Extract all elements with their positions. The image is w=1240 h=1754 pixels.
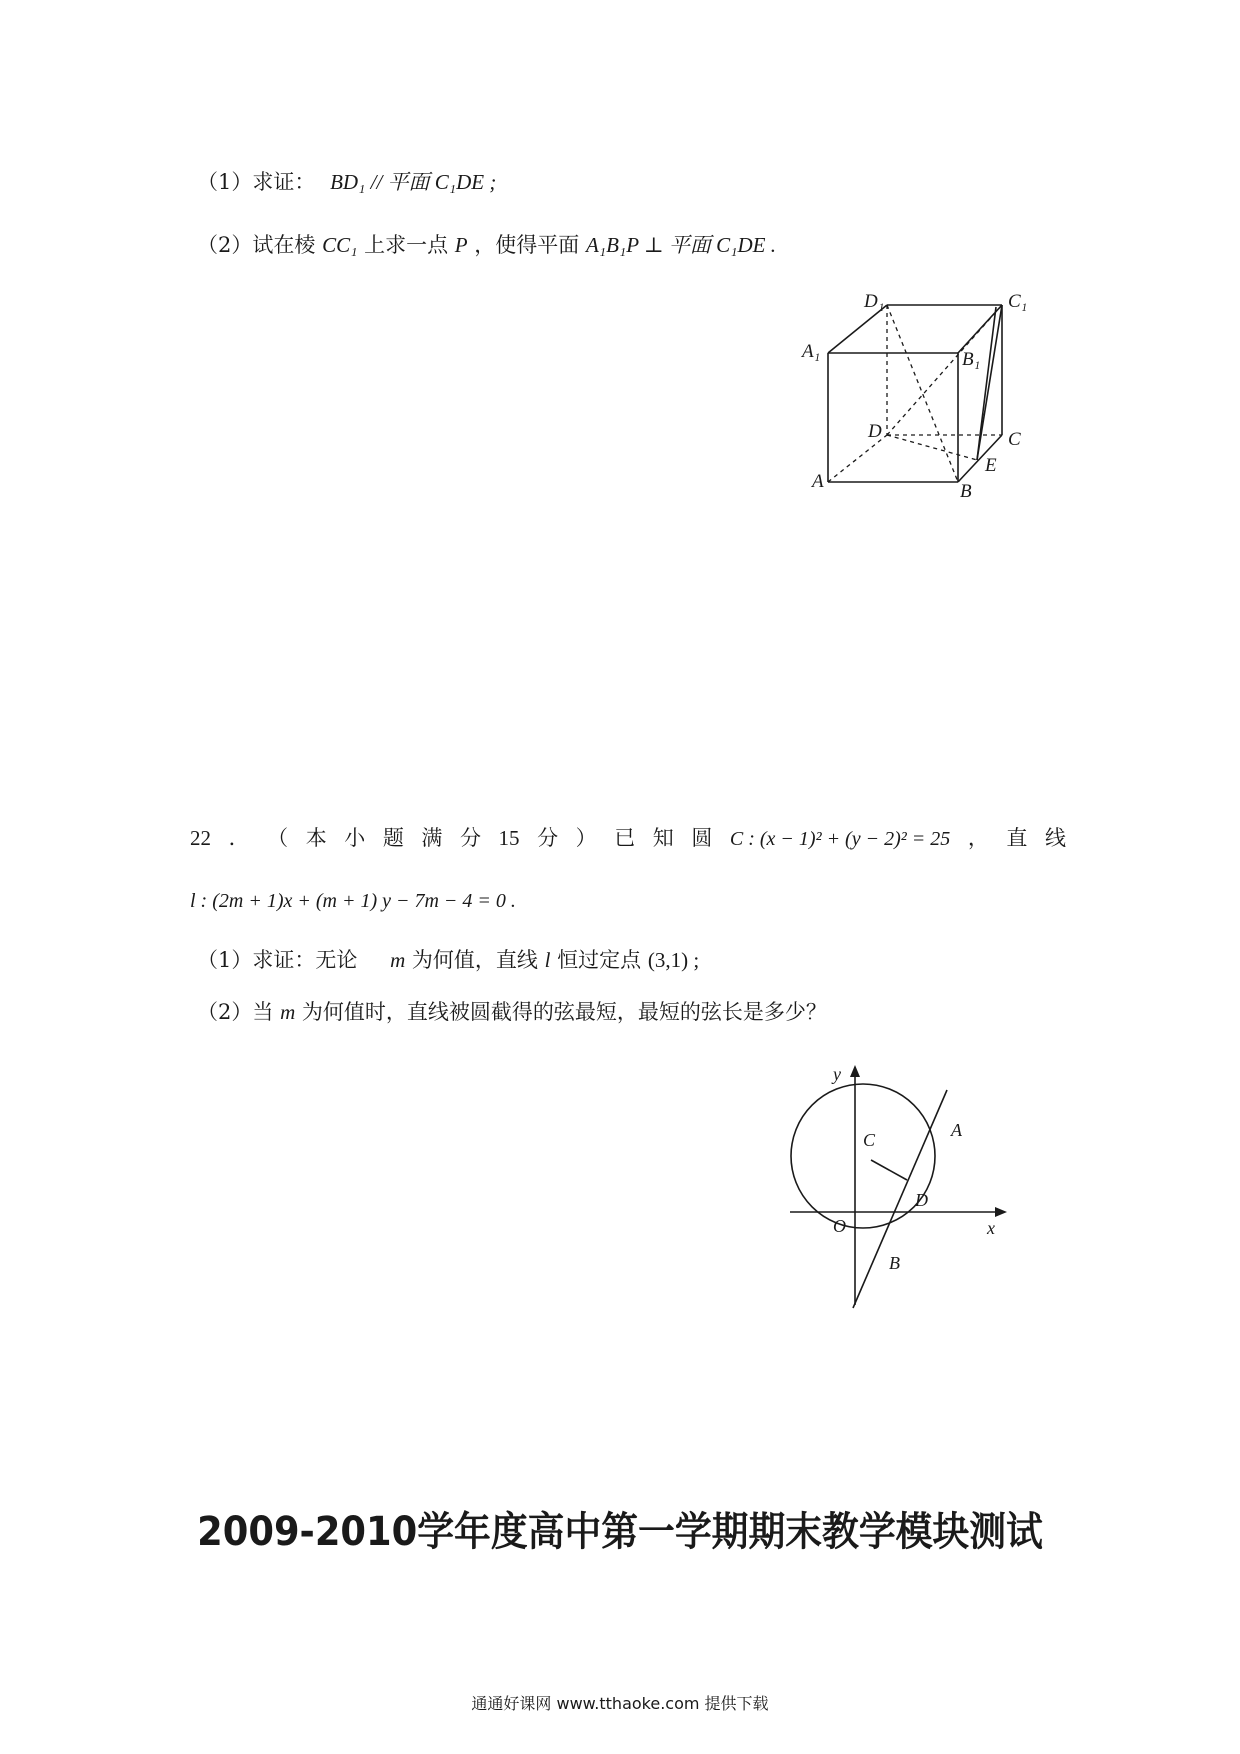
- q22-char-2: 本: [305, 826, 327, 850]
- q22-part2-m: m: [280, 1000, 296, 1024]
- q21-part1: [197, 170, 496, 195]
- q22-header: [190, 826, 1066, 851]
- cube-figure: [790, 285, 1050, 500]
- q21-part1-prefix: （1）求证：: [197, 170, 316, 194]
- label-b: B: [960, 481, 972, 500]
- circle-c: [791, 1084, 935, 1228]
- q22-part1-a: （1）求证：无论: [197, 948, 358, 972]
- q22-line-word-1: 线: [1044, 826, 1066, 850]
- q21-part1-math: BD₁ // 平面 C₁DE ;: [330, 170, 497, 194]
- label-d: D: [915, 1190, 928, 1210]
- q22-number: 22: [190, 826, 211, 850]
- label-a: A: [951, 1120, 962, 1140]
- label-a1: A₁: [802, 341, 821, 362]
- q21-part2-text2: ，使得平面: [474, 233, 580, 257]
- label-c: C: [863, 1130, 876, 1150]
- exam-title: 2009-2010学年度高中第一学期期末教学模块测试: [197, 1509, 1043, 1555]
- q21-part2-mid: 上求一点: [364, 233, 449, 257]
- label-d: D: [868, 421, 882, 442]
- q22-char-9: ）: [575, 826, 597, 850]
- q22-char-10: 已: [614, 826, 636, 850]
- q22-char-1: （: [267, 826, 289, 850]
- q22-char-12: 圆: [691, 826, 713, 850]
- edge-a1d1: [828, 305, 887, 353]
- q21-part2: [197, 233, 776, 258]
- q22-part1: [197, 948, 699, 973]
- diag-bd1: [887, 305, 958, 482]
- q22-part1-b: 为何值，直线: [411, 948, 538, 972]
- q22-line-word-0: 直: [1006, 826, 1028, 850]
- q22-part1-l: l: [544, 948, 551, 972]
- q21-part2-prefix: （2）试在棱: [197, 233, 316, 257]
- q22-char-5: 满: [421, 826, 443, 850]
- footer-note: 通通好课网 www.tthaoke.com 提供下载: [471, 1694, 769, 1713]
- label-y: y: [833, 1064, 841, 1084]
- q21-part2-point: P: [454, 233, 468, 257]
- q22-char-0: ．: [228, 826, 250, 850]
- label-c: C: [1008, 429, 1021, 450]
- segment-de: [887, 435, 977, 460]
- q22-char-8: 分: [537, 826, 559, 850]
- q22-circle-equation: C : (x − 1)² + (y − 2)² = 25: [729, 828, 951, 850]
- q22-char-3: 小: [344, 826, 366, 850]
- q21-part2-edge: CC₁: [322, 233, 358, 257]
- label-e: E: [985, 455, 997, 476]
- q22-part1-c: 恒过定点: [557, 948, 642, 972]
- q22-part2-a: （2）当: [197, 1000, 274, 1024]
- label-o: O: [833, 1216, 846, 1236]
- q22-line-equation: l : (2m + 1)x + (m + 1) y − 7m − 4 = 0 .: [190, 890, 516, 912]
- q22-char-6: 分: [459, 826, 481, 850]
- q22-char-4: 题: [382, 826, 404, 850]
- q21-part2-planes: A₁B₁P ⊥ 平面 C₁DE .: [585, 233, 776, 257]
- q22-comma: ，: [967, 826, 989, 850]
- label-b: B: [889, 1253, 900, 1273]
- q22-part2: [197, 1000, 827, 1025]
- q22-char-7: 15: [498, 826, 520, 850]
- q22-part1-point: (3,1) ;: [647, 948, 700, 972]
- label-c1: C₁: [1008, 291, 1028, 312]
- line-l: [853, 1090, 947, 1308]
- label-b1: B₁: [962, 349, 981, 370]
- x-axis-arrow: [995, 1207, 1007, 1217]
- edge-ad: [828, 435, 887, 482]
- y-axis-arrow: [850, 1065, 860, 1077]
- label-x: x: [987, 1218, 995, 1238]
- circle-figure: [775, 1060, 1020, 1310]
- label-d1: D₁: [864, 291, 885, 312]
- label-a: A: [812, 471, 824, 492]
- q22-part2-b: 为何值时，直线被圆截得的弦最短，最短的弦长是多少？: [301, 1000, 827, 1024]
- q22-char-11: 知: [652, 826, 674, 850]
- segment-cd: [871, 1160, 907, 1180]
- q22-part1-m: m: [390, 948, 406, 972]
